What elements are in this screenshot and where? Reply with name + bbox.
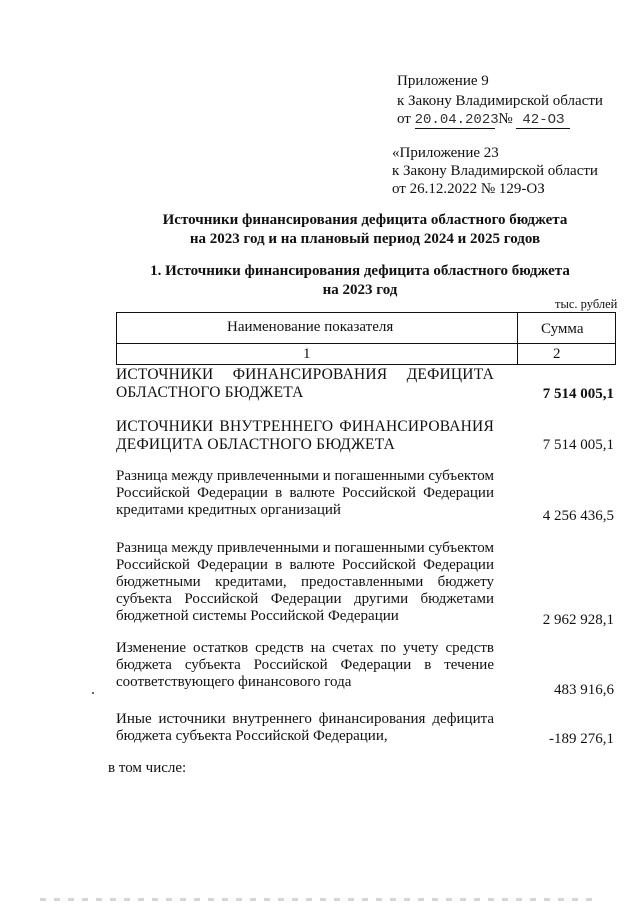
column-number-1: 1 — [303, 346, 311, 362]
row-6-text: Иные источники внутреннего финансирования дефицита бюджета субъекта Российской Федерации, — [116, 711, 494, 744]
section-title — [100, 262, 620, 300]
scan-speck — [92, 692, 94, 694]
row-1-text: ИСТОЧНИКИ ФИНАНСИРОВАНИЯ ДЕФИЦИТА ОБЛАСТНОГО БЮДЖЕТА — [116, 366, 494, 401]
table-column-divider — [517, 313, 518, 364]
row-3-text: Разница между привлеченными и погашенными субъектом Российской Федерации в валюте Российской Федерации кредитами кредитных организаций — [116, 468, 494, 518]
row-4-text: Разница между привлеченными и погашенными субъектом Российской Федерации в валюте Российской Федерации бюджетными кредитами, предоставленными бюджету субъекта Российской Федерации другими бюджетами бюджетной системы Российской Федерации — [116, 540, 494, 624]
quoted-appendix-line-3: от 26.12.2022 № 129-ОЗ — [392, 181, 545, 197]
row-2-text: ИСТОЧНИКИ ВНУТРЕННЕГО ФИНАНСИРОВАНИЯ ДЕФИЦИТА ОБЛАСТНОГО БЮДЖЕТА — [116, 418, 494, 453]
appendix-number-prefix: № — [498, 111, 513, 127]
quoted-appendix-line-1: «Приложение 23 — [392, 145, 499, 161]
main-title — [100, 211, 630, 249]
table-row-divider — [117, 343, 615, 344]
including-label: в том числе: — [108, 760, 187, 776]
row-5-value: 483 916,6 — [554, 682, 614, 698]
appendix-date-line — [397, 110, 570, 129]
main-title-line-2: на 2023 год и на плановый период 2024 и 2025 годов — [189, 231, 541, 247]
row-4-value: 2 962 928,1 — [542, 612, 614, 628]
quoted-appendix-line-2: к Закону Владимирской области — [392, 163, 598, 179]
row-6-value: -189 276,1 — [549, 731, 614, 747]
unit-label: тыс. рублей — [555, 297, 618, 311]
section-title-line-2: на 2023 год — [322, 282, 398, 298]
main-title-line-1: Источники финансирования дефицита областного бюджета — [162, 212, 568, 228]
table-header — [116, 312, 616, 365]
header-name-cell: Наименование показателя — [227, 319, 394, 335]
row-2-value: 7 514 005,1 — [542, 437, 614, 453]
row-5-text: Изменение остатков средств на счетах по учету средств бюджета субъекта Российской Федерации в течение соответствующего финансового года — [116, 640, 494, 690]
section-title-line-1: 1. Источники финансирования дефицита областного бюджета — [150, 263, 570, 279]
appendix-number: 42-ОЗ — [516, 112, 570, 129]
appendix-from-prefix: от — [397, 111, 411, 127]
header-sum-cell: Сумма — [541, 321, 584, 337]
appendix-line-2: к Закону Владимирской области — [397, 93, 603, 109]
appendix-date: 20.04.2023 — [414, 112, 499, 128]
column-number-2: 2 — [553, 346, 561, 362]
row-1-value: 7 514 005,1 — [542, 386, 614, 402]
scan-bottom-edge — [40, 898, 600, 901]
appendix-line-1: Приложение 9 — [397, 73, 489, 89]
row-3-value: 4 256 436,5 — [542, 508, 614, 524]
